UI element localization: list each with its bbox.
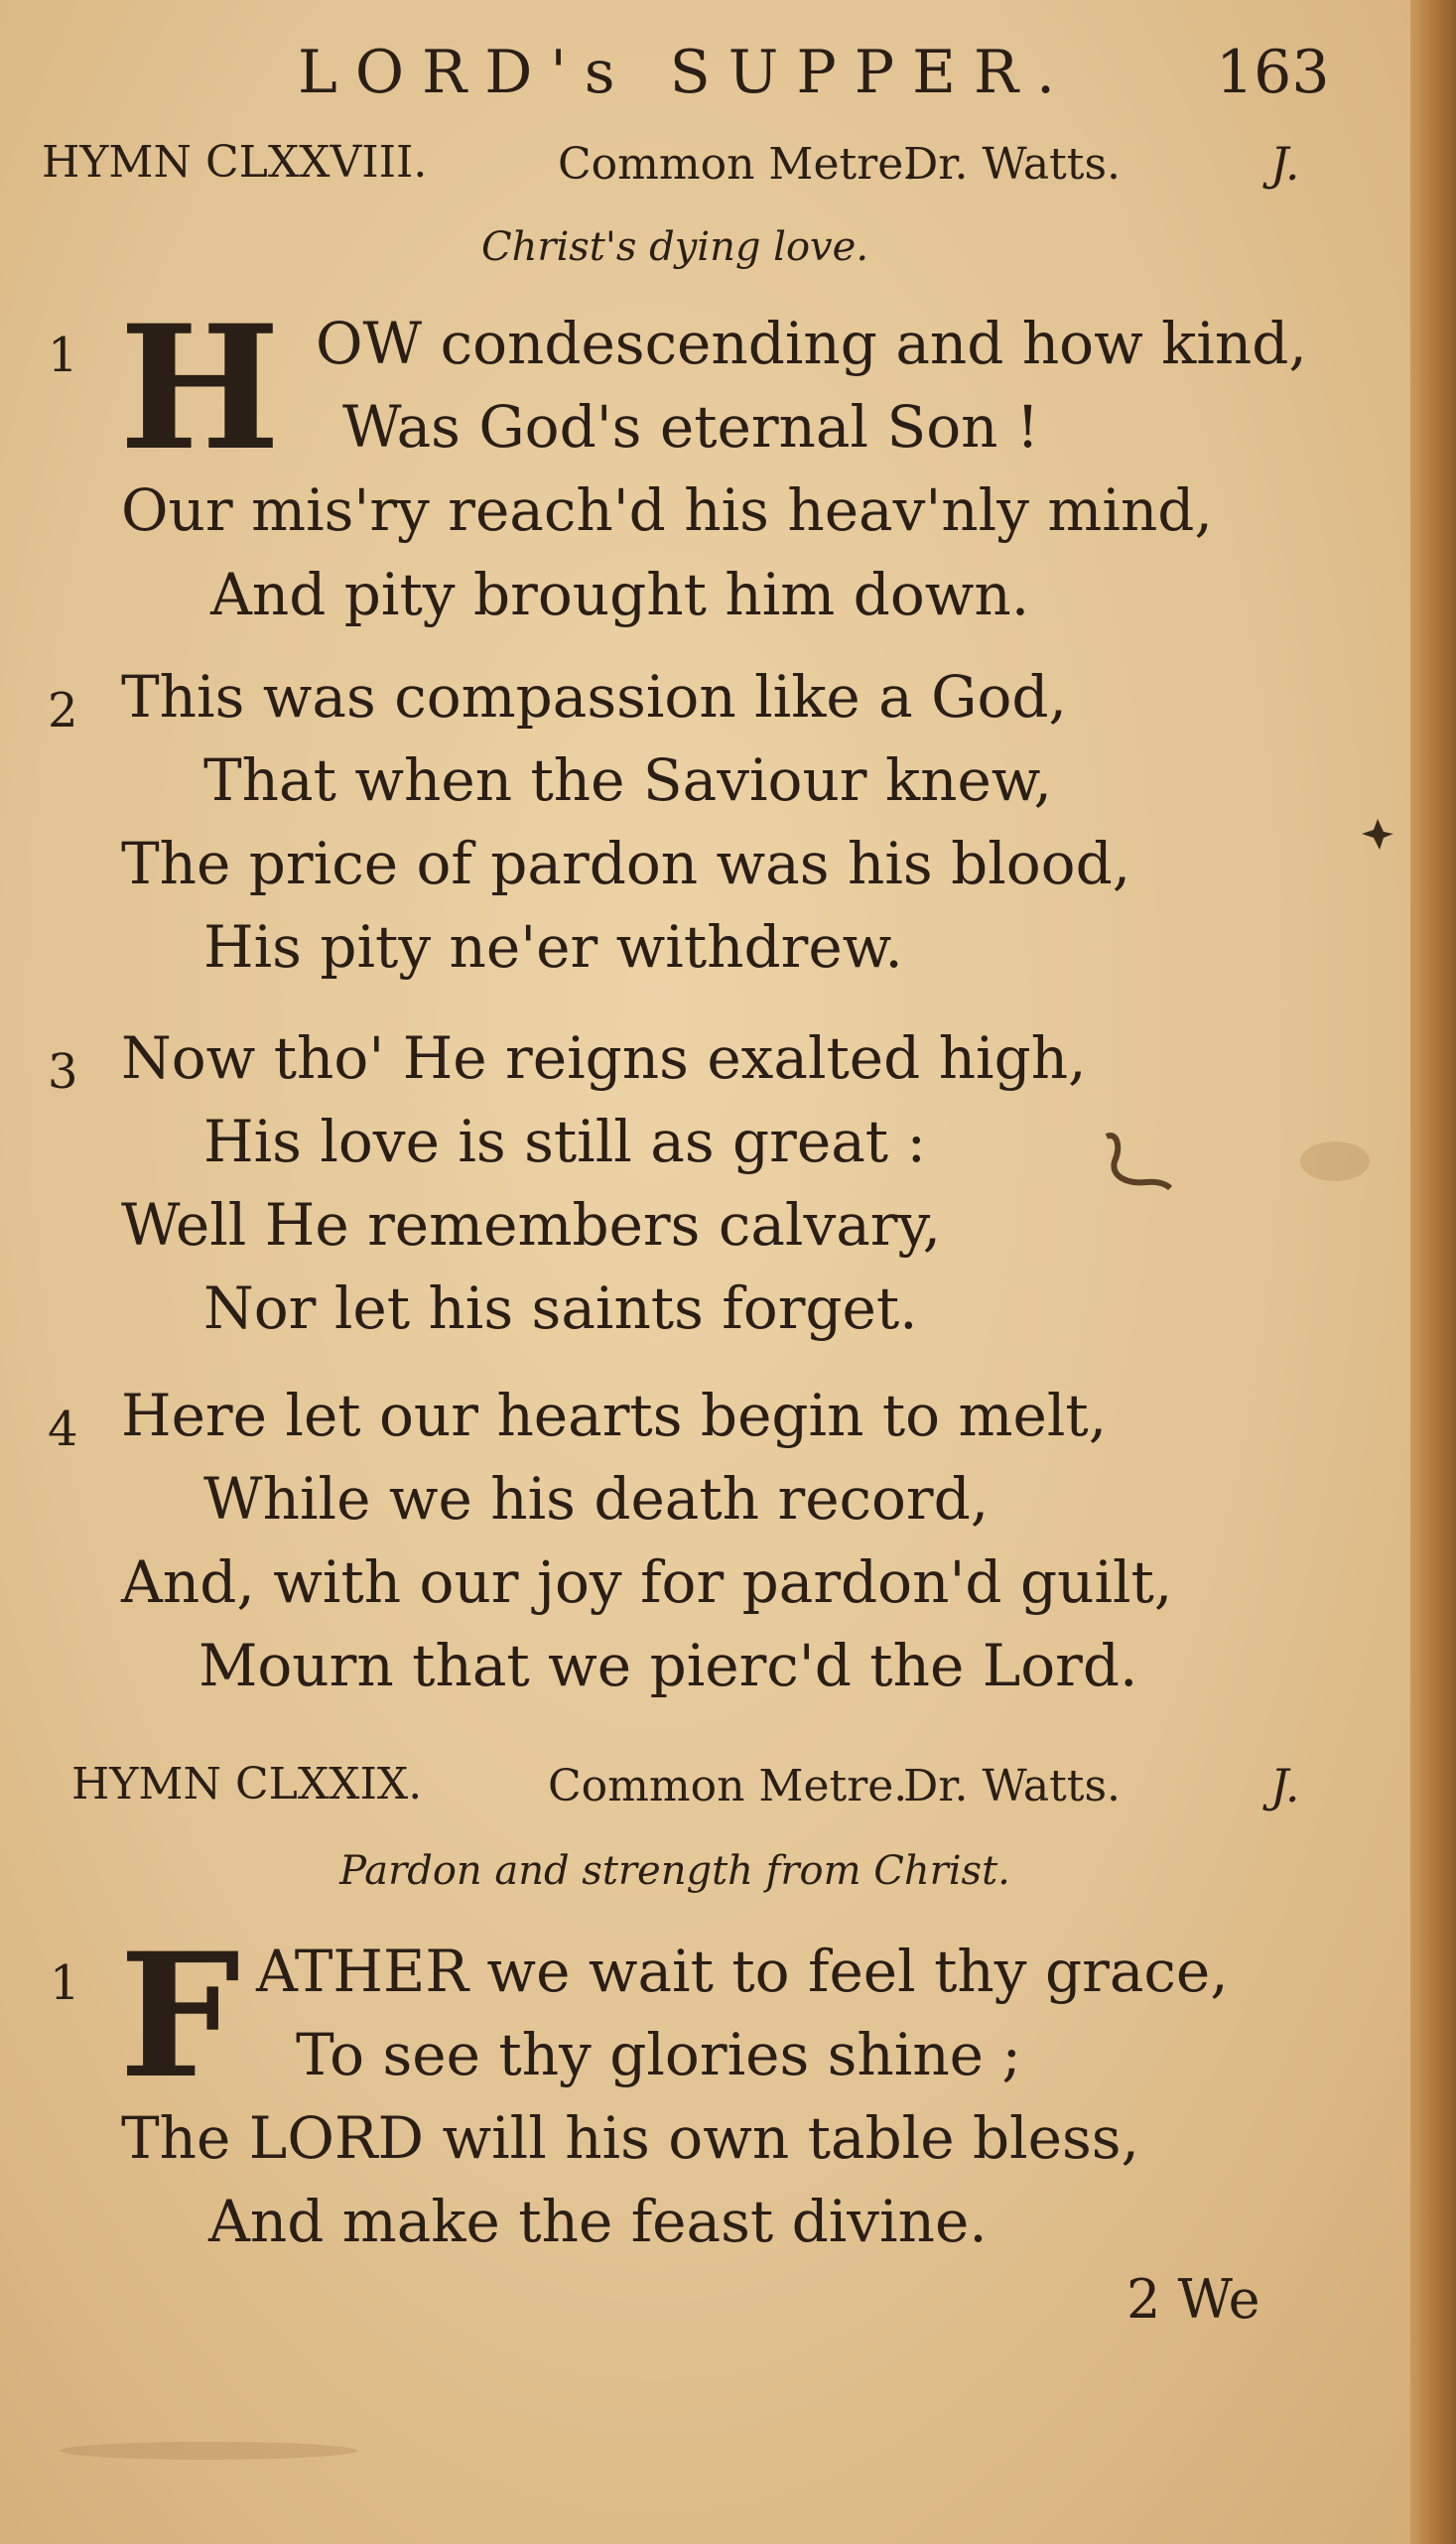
- running-head-title: LORD's SUPPER.: [298, 38, 1074, 107]
- verse-line: The LORD will his own table bless,: [121, 2104, 1139, 2172]
- page-number: 163: [1216, 38, 1330, 107]
- hymn-meter: Common Metre.: [548, 1761, 908, 1811]
- verse-line: And pity brought him down.: [210, 561, 1030, 628]
- verse-line: Now tho' He reigns exalted high,: [121, 1024, 1087, 1092]
- paper-stain: [60, 2442, 357, 2460]
- hymn-meter: Common Metre.: [558, 139, 918, 190]
- drop-cap: H: [119, 287, 281, 488]
- drop-cap: F: [119, 1915, 241, 2116]
- verse-line: Well He remembers calvary,: [121, 1191, 942, 1259]
- verse-number: 4: [48, 1402, 78, 1457]
- verse-line: And, with our joy for pardon'd guilt,: [121, 1548, 1173, 1616]
- verse-line: His pity ne'er withdrew.: [203, 913, 903, 981]
- catchword: 2 We: [1126, 2268, 1260, 2331]
- verse-line: And make the feast divine.: [208, 2188, 988, 2255]
- verse-line: While we his death record,: [203, 1465, 990, 1533]
- hymn-number: HYMN CLXXIX.: [71, 1759, 423, 1809]
- hymn-signature: J.: [1270, 1759, 1300, 1812]
- hymn-author: Dr. Watts.: [903, 139, 1122, 190]
- verse-line: His love is still as great :: [203, 1108, 927, 1175]
- verse-line: OW condescending and how kind,: [316, 310, 1307, 377]
- verse-line: Was God's eternal Son !: [342, 393, 1040, 461]
- verse-line: Here let our hearts begin to melt,: [121, 1382, 1108, 1449]
- paper-stain: [1300, 1141, 1370, 1181]
- running-head: [0, 38, 1390, 117]
- verse-line: Mourn that we pierc'd the Lord.: [199, 1632, 1138, 1699]
- verse-line: This was compassion like a God,: [121, 663, 1067, 731]
- verse-number: 2: [48, 683, 78, 738]
- verse-number: 3: [48, 1044, 78, 1100]
- verse-line: Our mis'ry reach'd his heav'nly mind,: [121, 476, 1213, 544]
- page-edge: [1410, 0, 1456, 2544]
- hymn-subtitle: Christ's dying love.: [480, 224, 869, 270]
- hymn-subtitle: Pardon and strength from Christ.: [339, 1848, 1010, 1894]
- verse-line: That when the Saviour knew,: [203, 746, 1052, 814]
- ink-blot-icon: [1358, 814, 1397, 854]
- verse-number: 1: [50, 1955, 80, 2011]
- verse-line: The price of pardon was his blood,: [121, 830, 1131, 897]
- verse-line: To see thy glories shine ;: [296, 2021, 1021, 2088]
- verse-line: ATHER we wait to feel thy grace,: [256, 1938, 1229, 2005]
- hymn-number: HYMN CLXXVIII.: [42, 137, 428, 188]
- ink-mark-icon: [1097, 1127, 1176, 1196]
- hymn-signature: J.: [1270, 137, 1300, 191]
- hymn-author: Dr. Watts.: [903, 1761, 1122, 1811]
- verse-number: 1: [48, 328, 78, 383]
- verse-line: Nor let his saints forget.: [203, 1274, 918, 1342]
